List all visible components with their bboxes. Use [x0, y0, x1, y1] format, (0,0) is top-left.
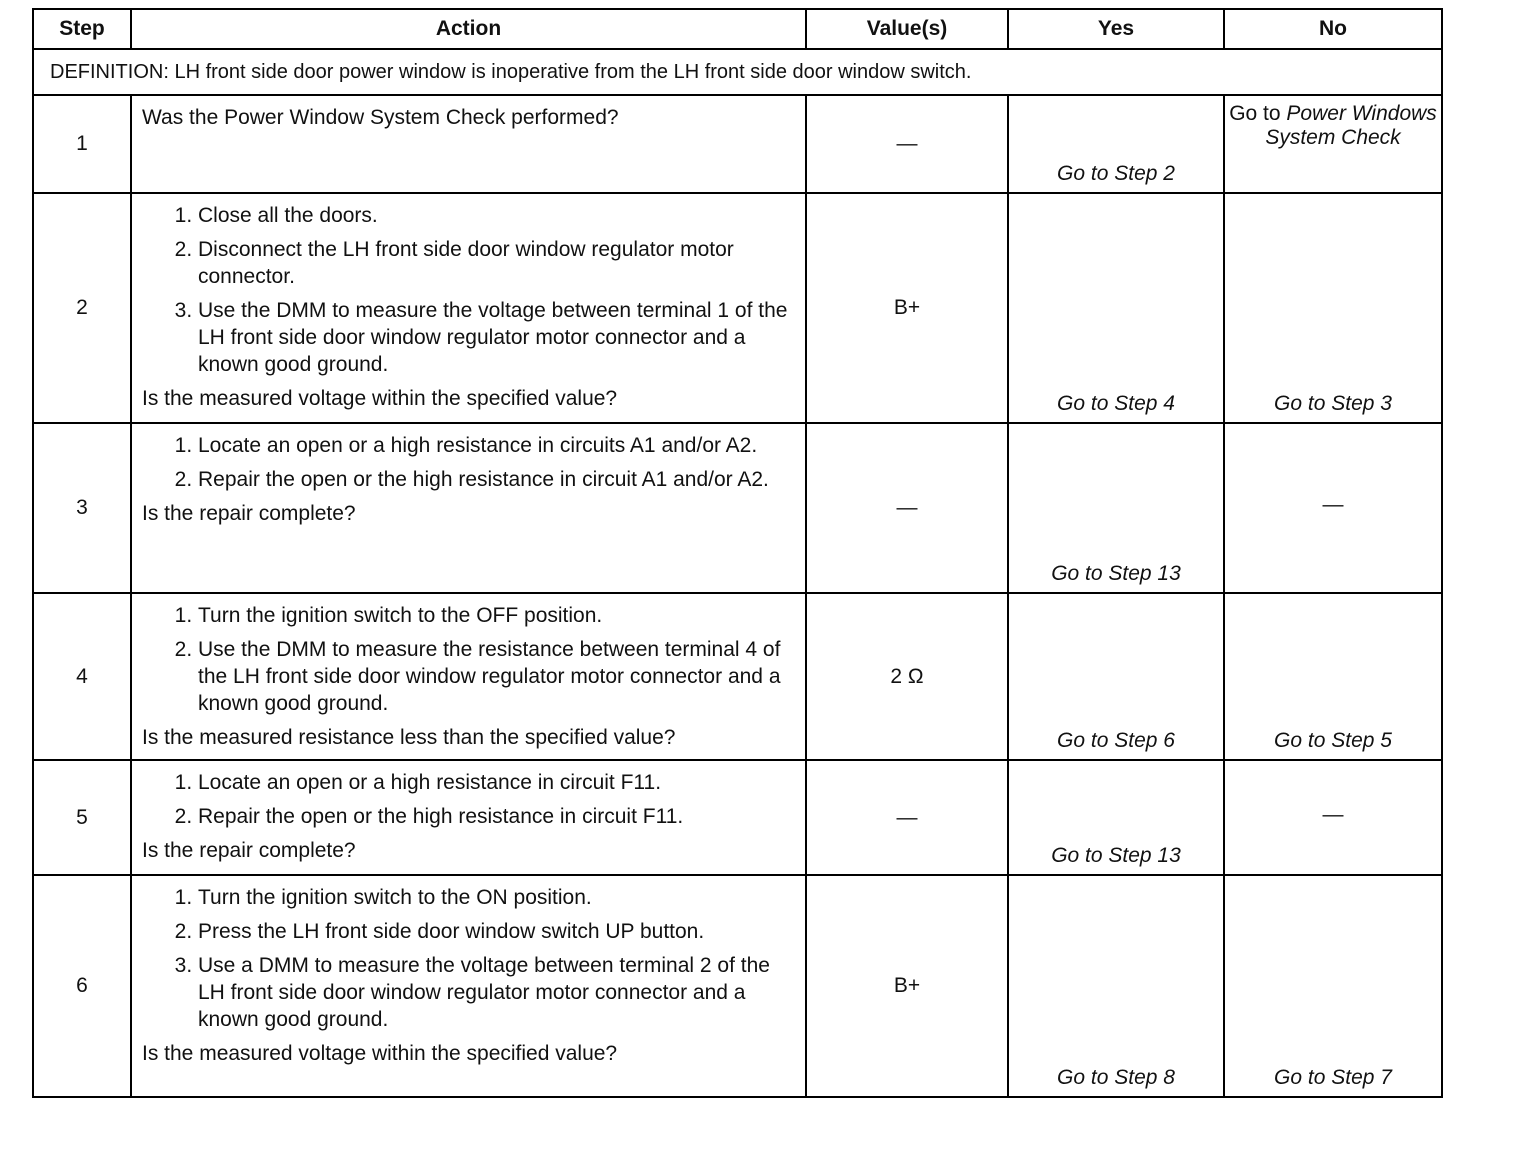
yes-cell: Go to Step 2	[1008, 95, 1224, 193]
step-number: 3	[33, 423, 131, 593]
action-question: Is the measured voltage within the specified value?	[142, 1042, 618, 1065]
action-cell	[131, 193, 806, 423]
header-row	[33, 9, 1442, 49]
action-item: 1. Close all the doors.	[198, 202, 795, 229]
action-question: Is the repair complete?	[142, 839, 356, 862]
action-list	[142, 202, 795, 378]
action-item: 1. Turn the ignition switch to the ON position.	[198, 884, 795, 911]
header-action: Action	[131, 9, 806, 49]
step-row	[33, 95, 1442, 193]
header-step: Step	[33, 9, 131, 49]
action-list	[142, 432, 795, 493]
step-row	[33, 193, 1442, 423]
action-cell	[131, 760, 806, 875]
action-item: 1. Locate an open or a high resistance in circuits A1 and/or A2.	[198, 432, 795, 459]
no-cell: —	[1224, 760, 1442, 875]
no-cell: Go to Step 5	[1224, 593, 1442, 760]
step-number: 5	[33, 760, 131, 875]
action-item: 2. Press the LH front side door window switch UP button.	[198, 918, 795, 945]
no-cell	[1224, 95, 1442, 193]
action-item: 1. Locate an open or a high resistance in circuit F11.	[198, 769, 795, 796]
action-cell	[131, 875, 806, 1097]
header-values: Value(s)	[806, 9, 1008, 49]
value-cell: —	[806, 95, 1008, 193]
value-cell: B+	[806, 875, 1008, 1097]
header-yes: Yes	[1008, 9, 1224, 49]
action-item: 3. Use the DMM to measure the voltage between terminal 1 of the LH front side door window regulator motor connector and a known good ground.	[198, 297, 795, 378]
no-prefix: Go to	[1229, 102, 1281, 125]
yes-cell: Go to Step 6	[1008, 593, 1224, 760]
no-cell: Go to Step 3	[1224, 193, 1442, 423]
yes-cell: Go to Step 13	[1008, 423, 1224, 593]
action-item: 1. Turn the ignition switch to the OFF position.	[198, 602, 795, 629]
step-number: 6	[33, 875, 131, 1097]
no-cell: Go to Step 7	[1224, 875, 1442, 1097]
action-item: 2. Repair the open or the high resistance in circuit A1 and/or A2.	[198, 466, 795, 493]
action-cell	[131, 423, 806, 593]
header-no: No	[1224, 9, 1442, 49]
action-question: Is the repair complete?	[142, 502, 356, 525]
definition-row	[33, 49, 1442, 95]
no-cell: —	[1224, 423, 1442, 593]
diagnostic-table	[32, 8, 1443, 1098]
step-number: 1	[33, 95, 131, 193]
definition-text: DEFINITION: LH front side door power window is inoperative from the LH front side door window switch.	[33, 49, 1442, 95]
value-cell: —	[806, 423, 1008, 593]
action-question: Is the measured resistance less than the specified value?	[142, 726, 676, 749]
action-cell	[131, 95, 806, 193]
yes-cell: Go to Step 4	[1008, 193, 1224, 423]
step-row	[33, 593, 1442, 760]
action-question: Was the Power Window System Check performed?	[142, 106, 619, 129]
step-row	[33, 760, 1442, 875]
no-reference: Power Windows System Check	[1265, 102, 1437, 149]
action-item: 2. Repair the open or the high resistance in circuit F11.	[198, 803, 795, 830]
value-cell: —	[806, 760, 1008, 875]
action-item: 2. Disconnect the LH front side door window regulator motor connector.	[198, 236, 795, 290]
step-row	[33, 423, 1442, 593]
action-question: Is the measured voltage within the specified value?	[142, 387, 618, 410]
action-list	[142, 884, 795, 1033]
action-list	[142, 769, 795, 830]
yes-cell: Go to Step 8	[1008, 875, 1224, 1097]
step-number: 2	[33, 193, 131, 423]
value-cell: B+	[806, 193, 1008, 423]
value-cell: 2 Ω	[806, 593, 1008, 760]
action-item: 2. Use the DMM to measure the resistance between terminal 4 of the LH front side door window regulator motor connector and a known good ground.	[198, 636, 795, 717]
action-cell	[131, 593, 806, 760]
step-number: 4	[33, 593, 131, 760]
action-item: 3. Use a DMM to measure the voltage between terminal 2 of the LH front side door window regulator motor connector and a known good ground.	[198, 952, 795, 1033]
action-list	[142, 602, 795, 717]
yes-cell: Go to Step 13	[1008, 760, 1224, 875]
step-row	[33, 875, 1442, 1097]
